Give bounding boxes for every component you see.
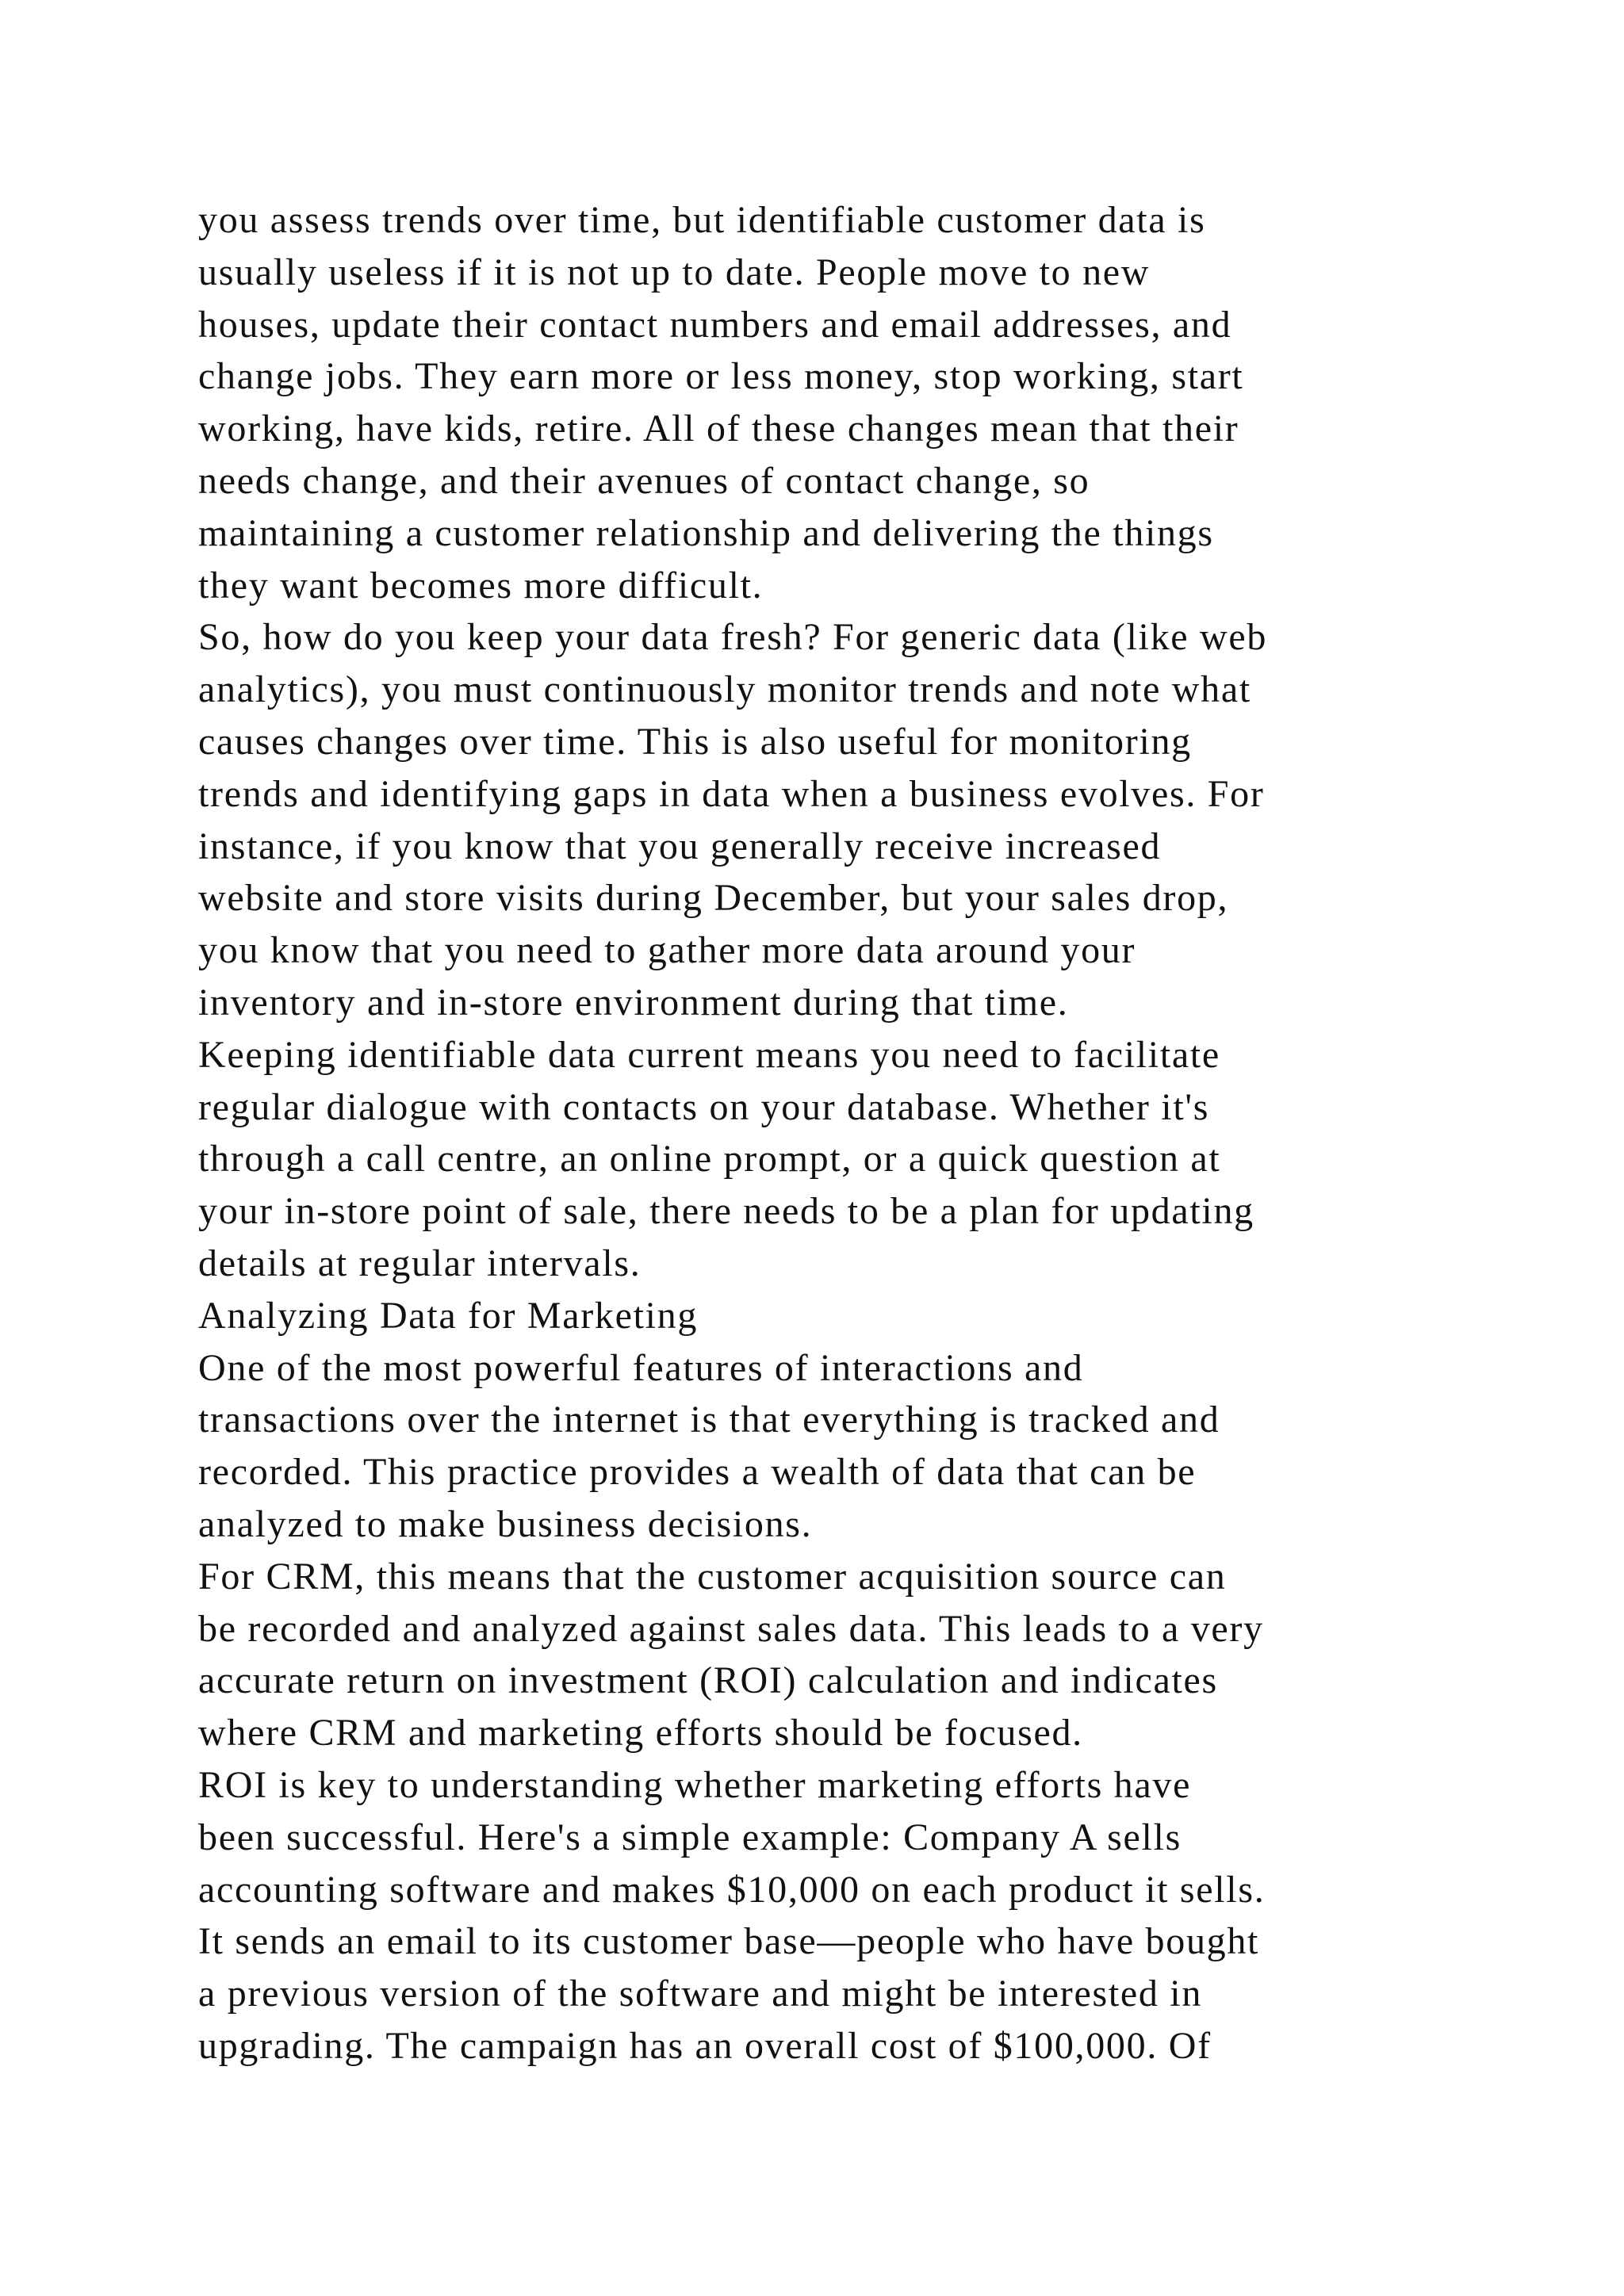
text-line: they want becomes more difficult. xyxy=(198,564,764,607)
text-line: upgrading. The campaign has an overall cost of $100,000. Of xyxy=(198,2024,1212,2067)
text-line: For CRM, this means that the customer acquisition source can xyxy=(198,1555,1227,1598)
section-heading: Analyzing Data for Marketing xyxy=(198,1294,699,1337)
text-line: regular dialogue with contacts on your database. Whether it's xyxy=(198,1085,1210,1128)
text-line: maintaining a customer relationship and delivering the things xyxy=(198,511,1214,554)
text-line: analytics), you must continuously monitor trends and note what xyxy=(198,668,1251,711)
text-line: analyzed to make business decisions. xyxy=(198,1502,813,1545)
text-line: where CRM and marketing efforts should be focused. xyxy=(198,1712,1083,1755)
text-line: accounting software and makes $10,000 on each product it sells. xyxy=(198,1868,1266,1911)
text-line: website and store visits during December, but your sales drop, xyxy=(198,877,1229,920)
text-line: causes changes over time. This is also useful for monitoring xyxy=(198,720,1192,763)
text-line: your in-store point of sale, there needs to be a plan for updating xyxy=(198,1190,1254,1233)
text-line: working, have kids, retire. All of these changes mean that their xyxy=(198,408,1239,450)
text-line: details at regular intervals. xyxy=(198,1242,642,1284)
text-line: usually useless if it is not up to date. People move to new xyxy=(198,251,1151,293)
text-line: trends and identifying gaps in data when a business evolves. For xyxy=(198,772,1265,815)
text-line: One of the most powerful features of interactions and xyxy=(198,1346,1084,1389)
text-line: be recorded and analyzed against sales data. This leads to a very xyxy=(198,1607,1264,1650)
document-body xyxy=(198,194,1530,2072)
text-line: So, how do you keep your data fresh? For generic data (like web xyxy=(198,616,1268,659)
text-line: Keeping identifiable data current means you need to facilitate xyxy=(198,1033,1220,1076)
text-line: you assess trends over time, but identifiable customer data is xyxy=(198,199,1206,241)
text-line: inventory and in-store environment during that time. xyxy=(198,981,1069,1024)
text-line: been successful. Here's a simple example: Company A sells xyxy=(198,1816,1182,1858)
text-line: ROI is key to understanding whether marketing efforts have xyxy=(198,1763,1192,1806)
text-line: a previous version of the software and might be interested in xyxy=(198,1973,1203,2015)
text-line: through a call centre, an online prompt, or a quick question at xyxy=(198,1138,1221,1181)
text-line: recorded. This practice provides a wealth of data that can be xyxy=(198,1451,1197,1494)
text-line: houses, update their contact numbers and email addresses, and xyxy=(198,303,1232,346)
text-line: change jobs. They earn more or less money, stop working, start xyxy=(198,355,1244,398)
text-line: It sends an email to its customer base—people who have bought xyxy=(198,1920,1260,1963)
text-line: needs change, and their avenues of contact change, so xyxy=(198,459,1090,502)
text-line: instance, if you know that you generally receive increased xyxy=(198,825,1162,867)
text-line: transactions over the internet is that everything is tracked and xyxy=(198,1399,1220,1441)
text-line: you know that you need to gather more data around your xyxy=(198,929,1136,972)
text-line: accurate return on investment (ROI) calculation and indicates xyxy=(198,1659,1218,1702)
